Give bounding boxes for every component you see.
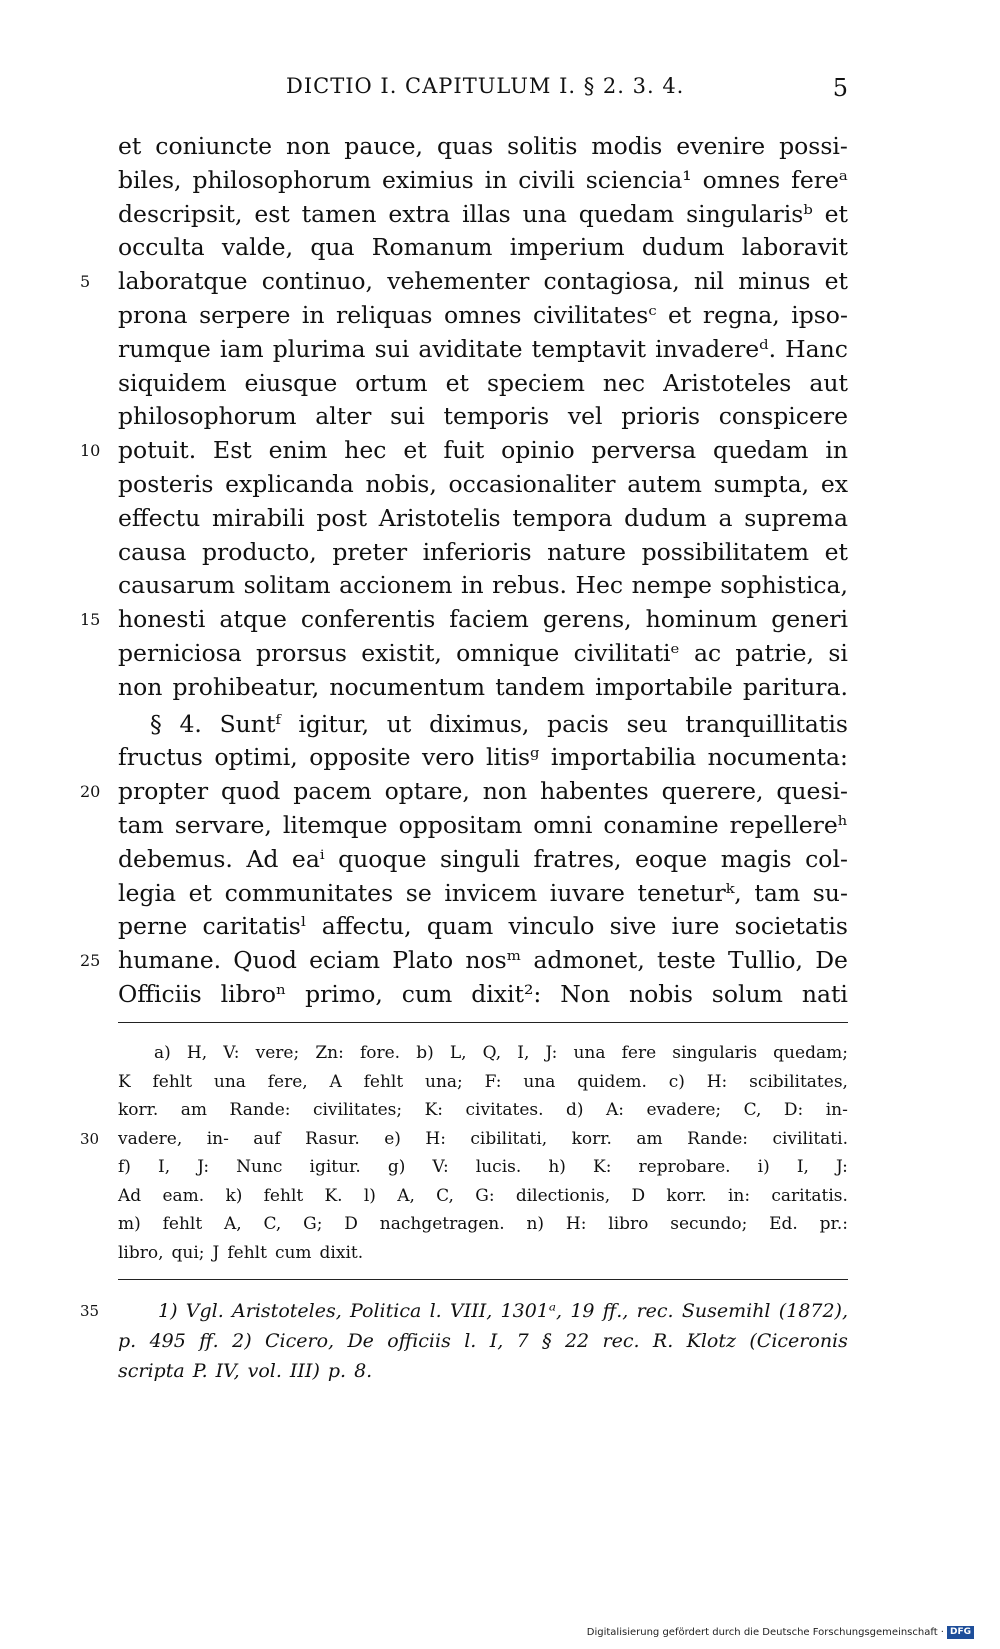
text-line: 5 laboratque continuo, vehementer contagiosa, nil minus et xyxy=(118,265,848,299)
apparatus-line: korr. am Rande: civilitates; K: civitates. d) A: evadere; C, D: in- xyxy=(118,1100,848,1120)
text-line: effectu mirabili post Aristotelis tempora dudum a suprema xyxy=(118,503,848,532)
text-line: 10 potuit. Est enim hec et fuit opinio perversa quedam in xyxy=(118,434,848,468)
text-line: 25 humane. Quod eciam Plato nosᵐ admonet, teste Tullio, De xyxy=(118,944,848,978)
text-line: et coniuncte non pauce, quas solitis modis evenire possi- xyxy=(118,132,848,160)
main-text xyxy=(80,130,848,1012)
text-line: descripsit, est tamen extra illas una quedam singularisᵇ et xyxy=(118,199,848,228)
apparatus-line: 30 vadere, in- auf Rasur. e) H: cibilitati, korr. am Rande: civilitati. xyxy=(118,1125,848,1154)
text-line: posteris explicanda nobis, occasionaliter autem sumpta, ex xyxy=(118,469,848,498)
running-head-title: DICTIO I. CAPITULUM I. § 2. 3. 4. xyxy=(286,74,685,98)
text-line: rumque iam plurima sui aviditate temptavit invadereᵈ. Hanc xyxy=(118,334,848,363)
running-head xyxy=(118,74,848,114)
text-line: causa producto, preter inferioris nature possibilitatem et xyxy=(118,537,848,566)
digitization-credit xyxy=(587,1626,974,1639)
text-line: fructus optimi, opposite vero litisᵍ importabilia nocumenta: xyxy=(118,743,848,772)
footnote-line: 35 1) Vgl. Aristoteles, Politica l. VIII, 1301ᵃ, 19 ff., rec. Susemihl (1872), xyxy=(118,1296,848,1326)
text-line: perne caritatisˡ affectu, quam vinculo sive iure societatis xyxy=(118,912,848,941)
text-line: prona serpere in reliquas omnes civilitatesᶜ et regna, ipso- xyxy=(118,300,848,329)
text-line: § 4. Suntᶠ igitur, ut diximus, pacis seu tranquillitatis xyxy=(150,709,848,738)
line-number: 15 xyxy=(80,610,101,630)
text-line: legia et communitates se invicem iuvare teneturᵏ, tam su- xyxy=(118,878,848,907)
apparatus-line: f) I, J: Nunc igitur. g) V: lucis. h) K: reprobare. i) I, J: xyxy=(118,1157,848,1177)
text-line: 15 honesti atque conferentis faciem gerens, hominum generi xyxy=(118,603,848,637)
apparatus-line: a) H, V: vere; Zn: fore. b) L, Q, I, J: una fere singularis quedam; xyxy=(154,1043,848,1063)
line-number: 30 xyxy=(80,1129,100,1148)
text-line: perniciosa prorsus existit, omnique civilitatiᵉ ac patrie, si xyxy=(118,638,848,667)
text-line: occulta valde, qua Romanum imperium dudum laboravit xyxy=(118,233,848,262)
line-number: 35 xyxy=(80,1302,100,1320)
text-line: philosophorum alter sui temporis vel prioris conspicere xyxy=(118,402,848,431)
apparatus-line: K fehlt una fere, A fehlt una; F: una quidem. c) H: scibilitates, xyxy=(118,1071,848,1092)
text-line: Officiis libroⁿ primo, cum dixit²: Non nobis solum nati xyxy=(118,979,848,1008)
credit-text: Digitalisierung gefördert durch die Deutsche Forschungsgemeinschaft · xyxy=(586,1627,944,1638)
line-number: 5 xyxy=(80,272,91,292)
text-line: non prohibeatur, nocumentum tandem importabile paritura. xyxy=(118,672,848,701)
critical-apparatus xyxy=(80,1039,848,1267)
footnote-line: p. 495 ff. 2) Cicero, De officiis l. I, 7 § 22 rec. R. Klotz (Ciceronis xyxy=(118,1330,848,1352)
apparatus-line: m) fehlt A, C, G; D nachgetragen. n) H: libro secundo; Ed. pr.: xyxy=(118,1214,848,1234)
text-line: 20 propter quod pacem optare, non habentes querere, quesi- xyxy=(118,775,848,809)
text-line: biles, philosophorum eximius in civili sciencia¹ omnes fereᵃ xyxy=(118,165,848,194)
text-line: siquidem eiusque ortum et speciem nec Aristoteles aut xyxy=(118,368,848,397)
text-line: causarum solitam accionem in rebus. Hec nempe sophistica, xyxy=(118,571,848,600)
dfg-logo: DFG xyxy=(947,1626,974,1639)
footnote-line: scripta P. IV, vol. III) p. 8. xyxy=(118,1360,373,1382)
apparatus-rule xyxy=(118,1022,848,1023)
apparatus-line: libro, qui; J fehlt cum dixit. xyxy=(118,1242,364,1263)
apparatus-line: Ad eam. k) fehlt K. l) A, C, G: dilectionis, D korr. in: caritatis. xyxy=(118,1185,848,1206)
line-number: 10 xyxy=(80,441,101,461)
line-number: 25 xyxy=(80,951,101,971)
page-number: 5 xyxy=(832,74,848,102)
line-number: 20 xyxy=(80,782,101,802)
footnote-rule xyxy=(118,1279,848,1280)
text-line: debemus. Ad eaⁱ quoque singuli fratres, eoque magis col- xyxy=(118,844,848,873)
footnotes xyxy=(80,1296,848,1386)
text-line: tam servare, litemque oppositam omni conamine repellereʰ xyxy=(118,810,848,839)
